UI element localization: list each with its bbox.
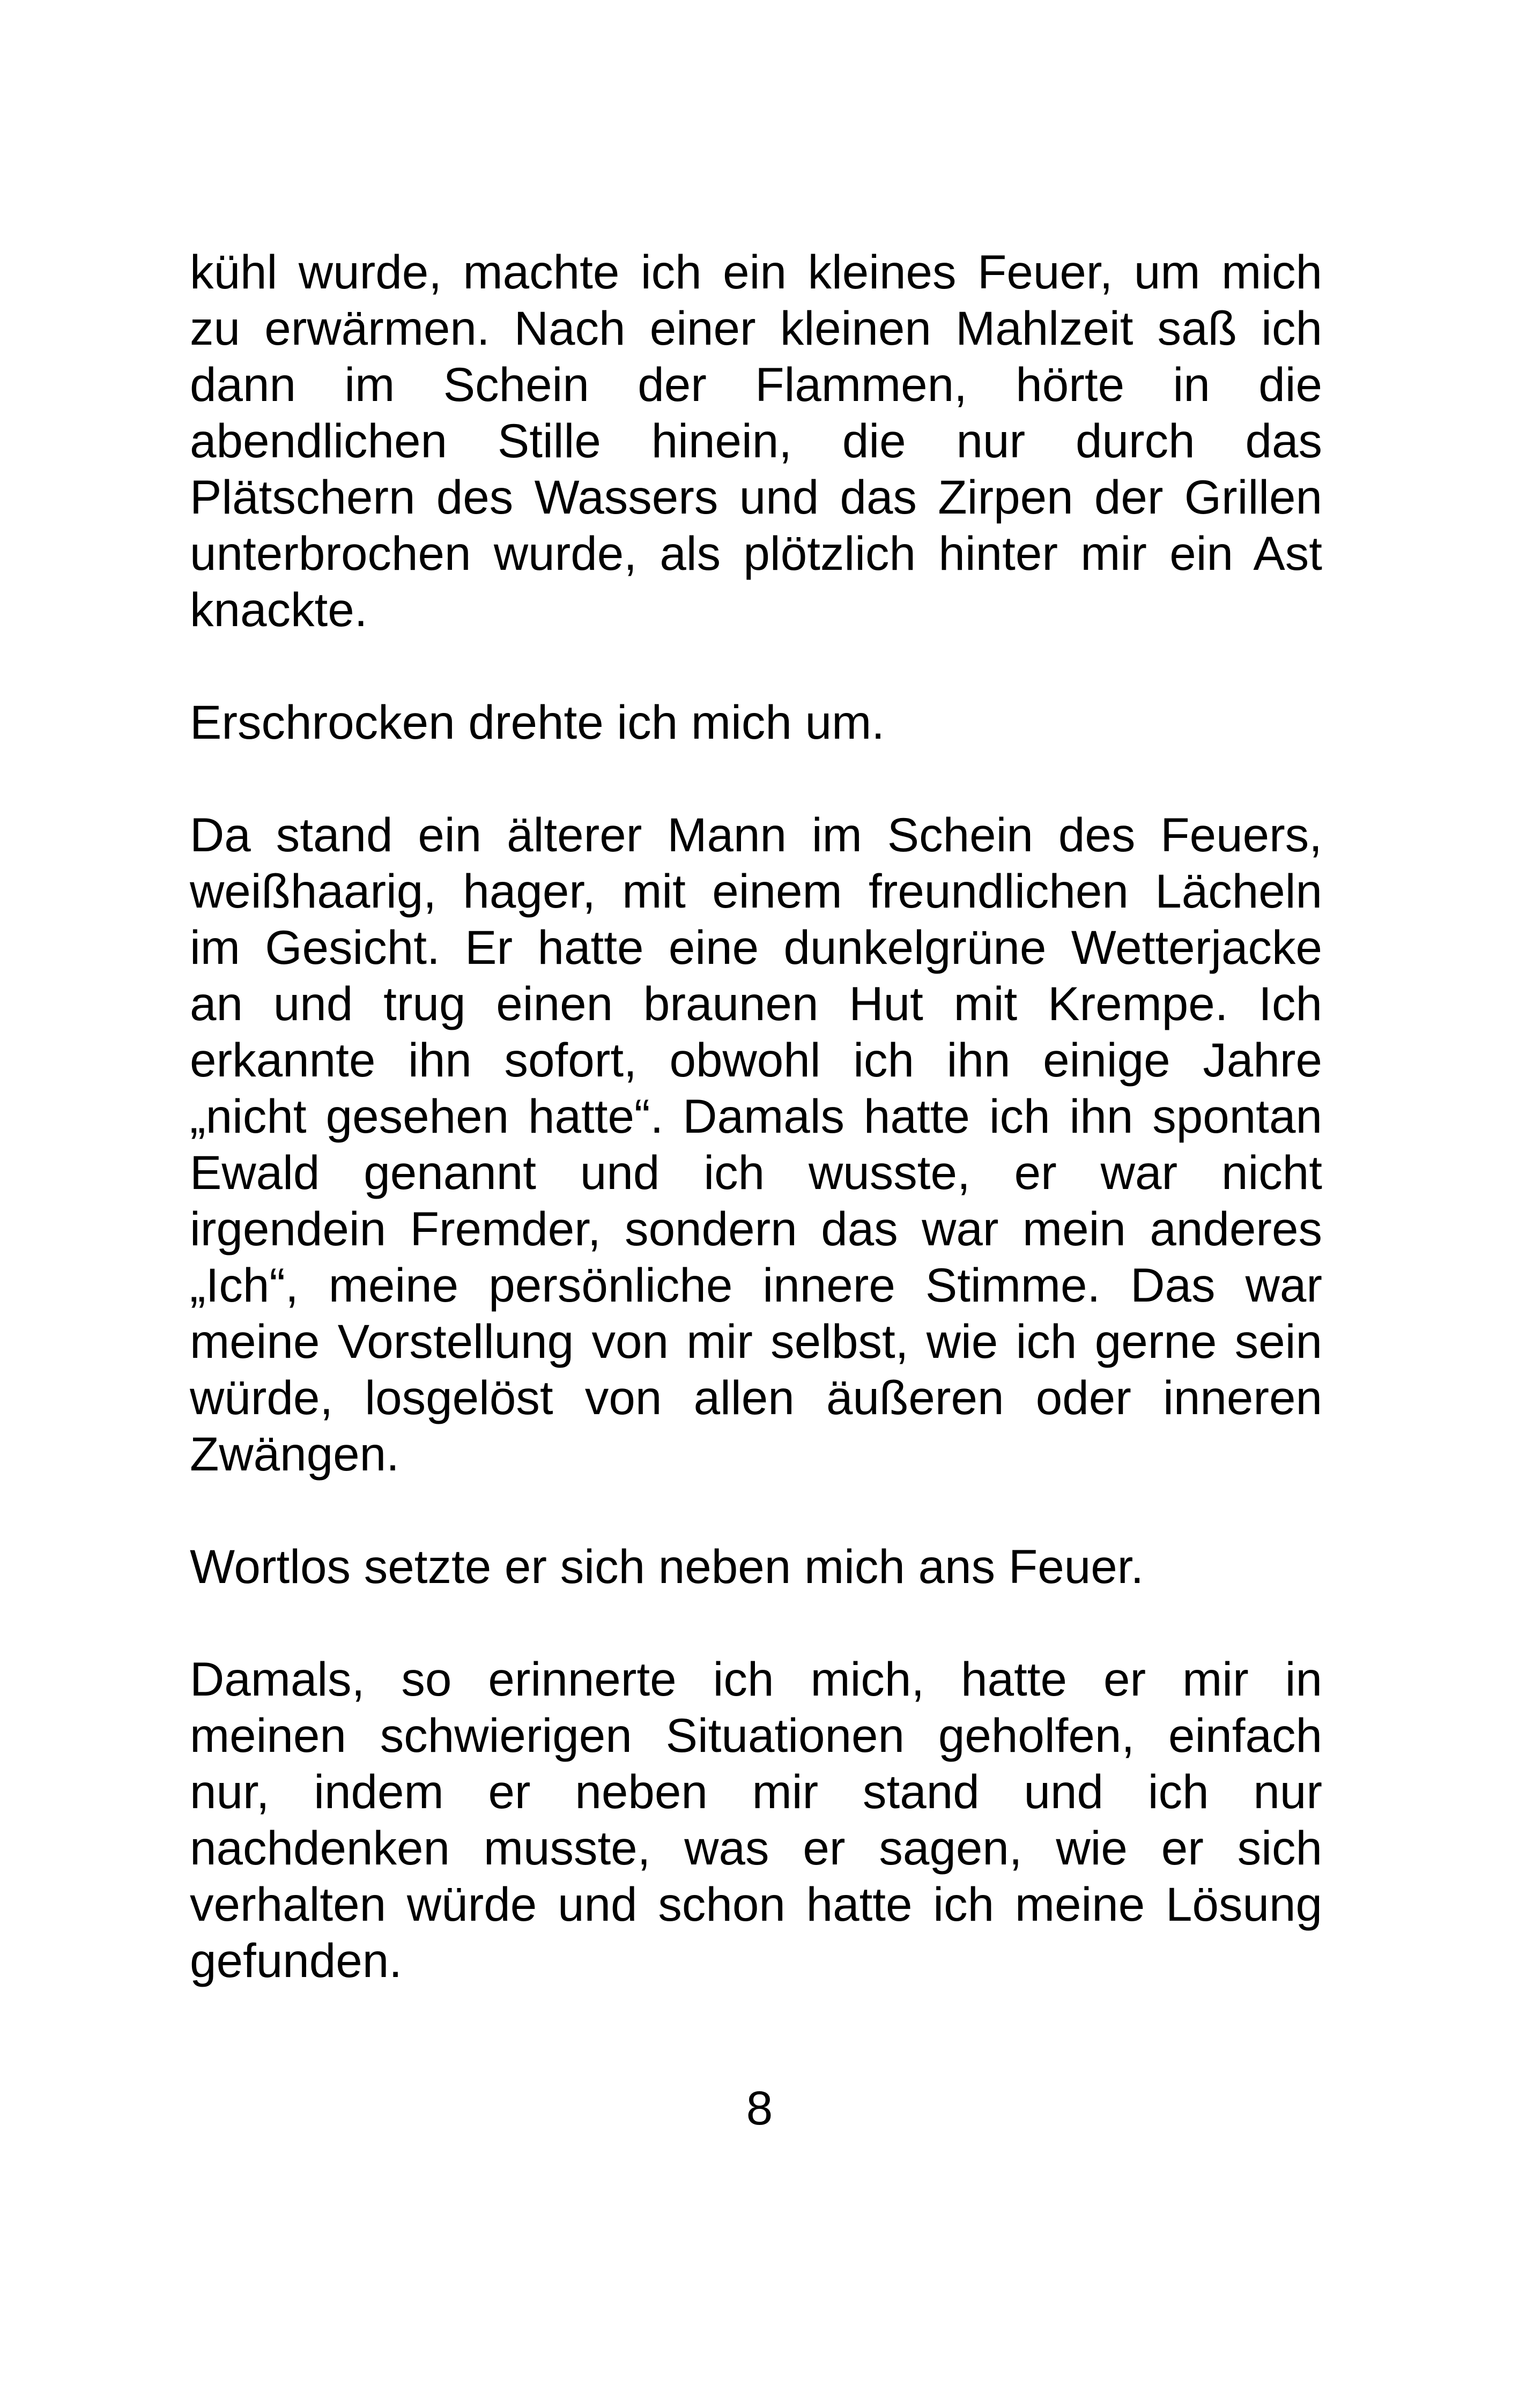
text-line: kühl wurde, machte ich ein kleines Feuer, um mich xyxy=(190,245,1322,299)
text-line: Plätschern des Wassers und das Zirpen der Grillen xyxy=(190,470,1322,524)
text-line: nur, indem er neben mir stand und ich nur xyxy=(190,1765,1322,1818)
paragraph-1 xyxy=(190,244,1322,638)
text-line: weißhaarig, hager, mit einem freundlichen Lächeln xyxy=(190,864,1322,918)
paragraph-3 xyxy=(190,807,1322,1482)
text-line: knackte. xyxy=(190,583,368,636)
text-line: Zwängen. xyxy=(190,1427,399,1481)
text-line: würde, losgelöst von allen äußeren oder inneren xyxy=(190,1371,1322,1424)
text-line: nachdenken musste, was er sagen, wie er sich xyxy=(190,1821,1322,1875)
text-line: meine Vorstellung von mir selbst, wie ich gerne sein xyxy=(190,1314,1322,1368)
text-line: irgendein Fremder, sondern das war mein anderes xyxy=(190,1202,1322,1255)
text-line: Erschrocken drehte ich mich um. xyxy=(190,695,885,749)
body-text xyxy=(190,244,1322,1989)
text-line: erkannte ihn sofort, obwohl ich ihn einige Jahre xyxy=(190,1033,1322,1087)
text-line: Da stand ein älterer Mann im Schein des Feuers, xyxy=(190,808,1322,861)
text-line: Wortlos setzte er sich neben mich ans Feuer. xyxy=(190,1540,1144,1593)
text-line: verhalten würde und schon hatte ich meine Lösung xyxy=(190,1877,1322,1931)
text-line: gefunden. xyxy=(190,1934,402,1987)
text-line: Damals, so erinnerte ich mich, hatte er mir in xyxy=(190,1652,1322,1706)
text-line: unterbrochen wurde, als plötzlich hinter mir ein Ast xyxy=(190,526,1322,580)
text-line: im Gesicht. Er hatte eine dunkelgrüne Wetterjacke xyxy=(190,920,1322,974)
paragraph-4 xyxy=(190,1539,1322,1595)
text-line: dann im Schein der Flammen, hörte in die xyxy=(190,358,1322,411)
text-line: „Ich“, meine persönliche innere Stimme. Das war xyxy=(190,1258,1322,1312)
text-line: abendlichen Stille hinein, die nur durch das xyxy=(190,414,1322,467)
text-line: zu erwärmen. Nach einer kleinen Mahlzeit saß ich xyxy=(190,301,1322,355)
paragraph-2 xyxy=(190,694,1322,750)
text-line: „nicht gesehen hatte“. Damals hatte ich ihn spontan xyxy=(190,1089,1322,1143)
text-line: meinen schwierigen Situationen geholfen, einfach xyxy=(190,1708,1322,1762)
text-line: an und trug einen braunen Hut mit Krempe. Ich xyxy=(190,977,1322,1030)
paragraph-5 xyxy=(190,1651,1322,1989)
page-number: 8 xyxy=(746,2081,773,2135)
text-line: Ewald genannt und ich wusste, er war nicht xyxy=(190,1146,1322,1199)
